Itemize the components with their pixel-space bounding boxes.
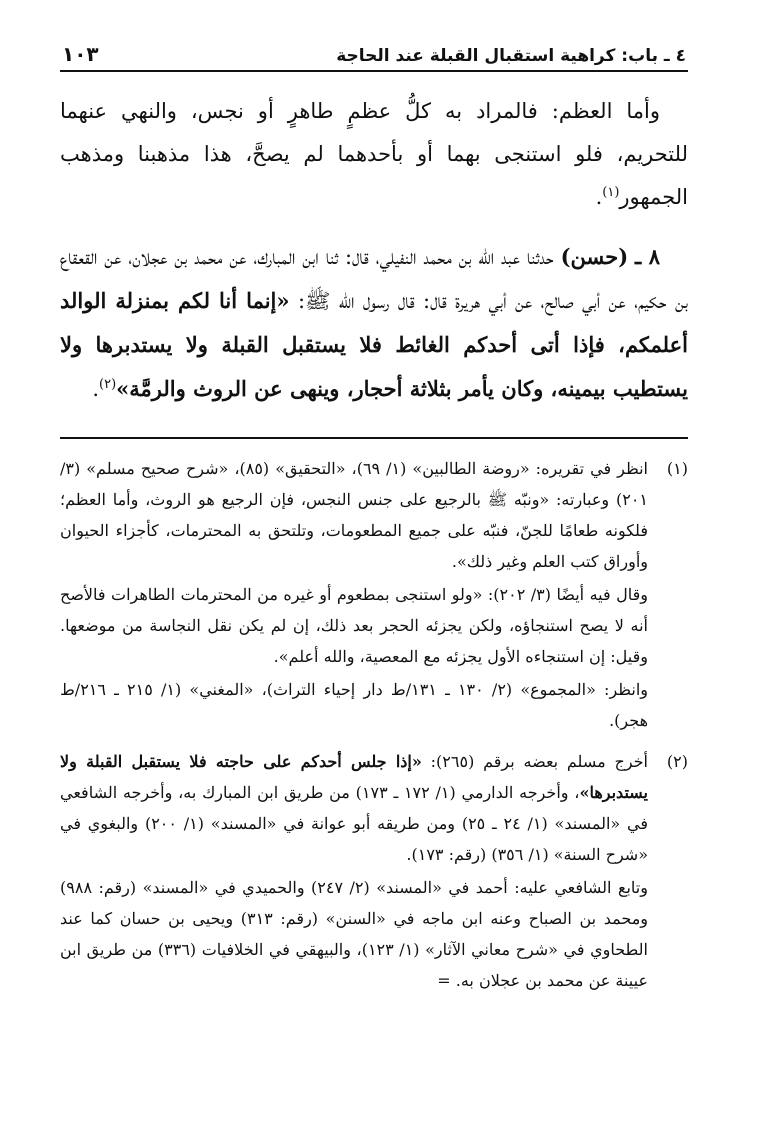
footnote-ref-2: (٢) xyxy=(99,377,117,392)
footnote-1 xyxy=(60,453,688,738)
page-header xyxy=(60,32,688,72)
commentary-paragraph xyxy=(60,90,688,219)
hadith-grade: (حسن) xyxy=(560,244,629,269)
hadith-paragraph xyxy=(60,235,688,411)
footnote-2 xyxy=(60,746,688,998)
footnote-label: (١) xyxy=(666,459,688,478)
commentary-end: . xyxy=(595,185,603,209)
footnote-paragraph: وتابع الشافعي عليه: أحمد في «المسند» (٢/ ٢٤٧) والحميدي في «المسند» (رقم: ٩٨٨) ومحمد بن الصباح وعنه ابن ماجه في «السنن» (رقم: ٣١٣) ويحيى بن حسان كما عند الطحاوي في «شرح معاني الآثار» (١/ ١٢٣)، والبيهقي في الخلافيات (٣٣٦) من طريق ابن عيينة عن محمد بن عجلان به. = xyxy=(60,878,649,990)
footnote-body xyxy=(60,746,648,998)
book-page xyxy=(60,32,688,1006)
page-number: ١٠٣ xyxy=(62,42,99,66)
footnote-body xyxy=(60,453,648,738)
footnotes xyxy=(60,453,688,998)
footnote-paragraph: انظر في تقريره: «روضة الطالبين» (١/ ٦٩)، «التحقيق» (٨٥)، «شرح صحيح مسلم» (٣/ ٢٠١) وعبارته: «ونبّه ﷺ بالرجيع على جنس النجس، فإن الرجيع هو الروث، وأما العظم؛ فلكونه طعامًا للجنّ، فنبّه على جميع المطعومات، وتلتحق به المحترمات، كأجزاء الحيوان وأوراق كتب العلم وغير ذلك». xyxy=(60,459,649,571)
hadith-matn: «إنما أنا لكم بمنزلة الوالد أعلمكم، فإذا أتى أحدكم الغائط فلا يستقبل القبلة ولا يستدبرها ولا يستطيب بيمينه، وكان يأمر بثلاثة أحجار، وينهى عن الروث والرمَّة» xyxy=(60,288,688,401)
footnote-rest: ، وأخرجه الدارمي (١/ ١٧٢ ـ ١٧٣) من طريق ابن المبارك به، وأخرجه الشافعي في «المسند» (١/ ٢٤ ـ ٢٥) ومن طريقه أبو عوانة في «المسند» (١/ ٢٠٠) والبغوي في «شرح السنة» (١/ ٣٥٦) (رقم: ١٧٣). xyxy=(60,783,648,864)
hadith-end: . xyxy=(92,377,100,401)
footnote-paragraph xyxy=(60,746,648,870)
footnote-quote: «إذا جلس أحدكم على حاجته فلا يستقبل القبلة ولا يستدبرها» xyxy=(60,752,648,802)
footnote-lead: أخرج مسلم بعضه برقم (٢٦٥): xyxy=(430,752,648,771)
footnote-divider xyxy=(60,437,688,439)
footnote-paragraph: وانظر: «المجموع» (٢/ ١٣٠ ـ ١٣١/ط دار إحياء التراث)، «المغني» (١/ ٢١٥ ـ ٢١٦/ط هجر). xyxy=(60,680,649,730)
hadith-isnad: حدثنا عبد الله بن محمد النفيلي، قال: ثنا ابن المبارك، عن محمد بن عجلان، عن القعقاع بن حكيم، عن أبي صالح، عن أبي هريرة قال: قال رسول الله ﷺ: xyxy=(60,245,688,313)
commentary-text: وأما العظم: فالمراد به كلُّ عظمٍ طاهرٍ أو نجس، والنهي عنهما للتحريم، فلو استنجى بهما أو بأحدهما لم يصحَّ، هذا مذهبنا ومذهب الجمهور xyxy=(60,99,688,209)
hadith-number: ٨ ـ xyxy=(635,244,660,269)
footnote-paragraph: وقال فيه أيضًا (٣/ ٢٠٢): «ولو استنجى بمطعوم أو غيره من المحترمات الطاهرات فالأصح أنه لا يصح استنجاؤه، ولكن يجزئه الحجر بعد ذلك، إن لم يكن نقل النجاسة من موضعها. وقيل: إن استنجاءه الأول يجزئه مع المعصية، والله أعلم». xyxy=(60,585,649,666)
footnote-ref-1: (١) xyxy=(602,185,620,200)
main-text xyxy=(60,90,688,411)
footnote-label: (٢) xyxy=(666,752,688,771)
running-title: ٤ ـ باب: كراهية استقبال القبلة عند الحاجة xyxy=(336,46,686,66)
